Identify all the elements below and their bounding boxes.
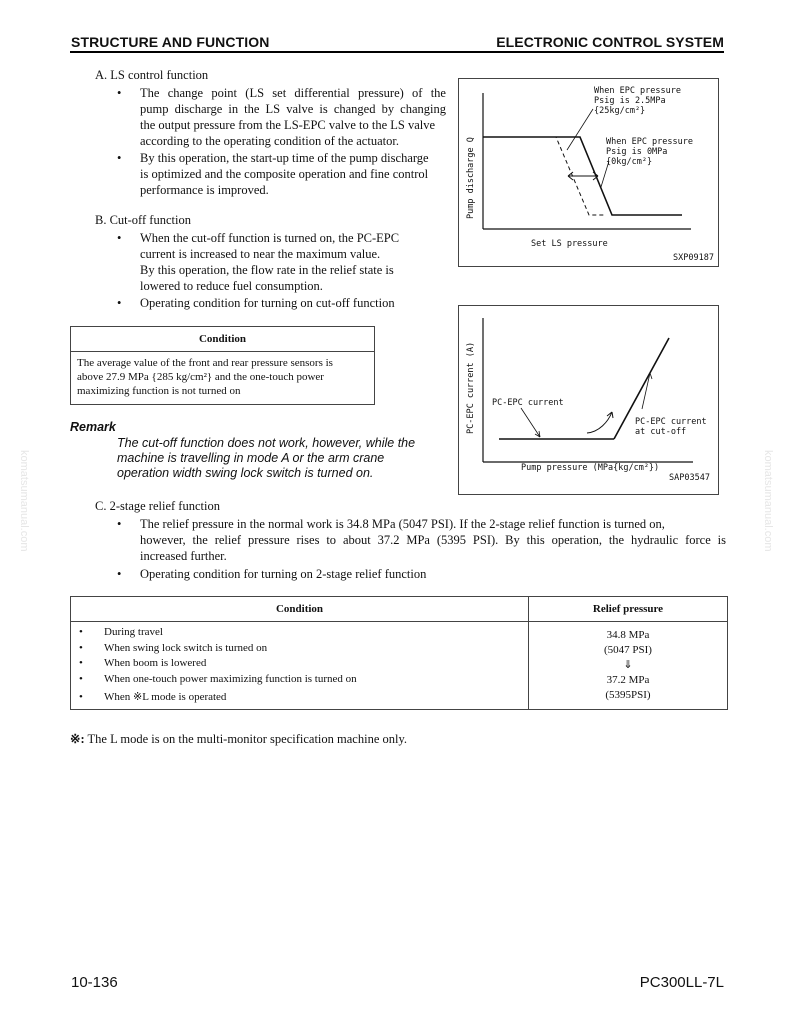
bullet-marker: • — [117, 296, 122, 310]
label-cutoff-1: PC-EPC current — [635, 417, 707, 427]
bullet-marker: • — [117, 231, 122, 245]
label-pc-epc-current: PC-EPC current — [492, 398, 564, 408]
section-a-bullet-2: By this operation, the start-up time of the pump discharge is optimized and the composite operation and fine control performance is improved. — [140, 151, 429, 197]
relief-pressure-table — [70, 596, 728, 710]
cutoff-y-axis-label: PC-EPC current (A) — [466, 341, 476, 434]
label-epc-zero-1: When EPC pressure — [606, 137, 693, 147]
footnote-mark: ※: — [70, 732, 85, 746]
page-number: 10-136 — [71, 974, 118, 991]
remark-body: The cut-off function does not work, however, while the machine is travelling in mode A or the arm crane operation width swing lock switch is turned on. — [117, 436, 416, 480]
cutoff-condition-table — [70, 326, 375, 405]
condition-item: • When boom is lowered — [79, 657, 207, 669]
condition-table-cell: The average value of the front and rear pressure sensors is above 27.9 MPa {285 kg/cm²} and the one-touch power maximizing function is not turned on — [71, 352, 375, 405]
relief-conditions-cell — [71, 622, 529, 710]
leader-pc-epc-head — [535, 431, 540, 437]
ls-control-figure — [458, 78, 719, 267]
leader-pc-epc — [521, 408, 540, 437]
bullet-marker: • — [117, 86, 122, 100]
section-c-bullet-2: Operating condition for turning on 2-stage relief function — [140, 567, 427, 581]
cutoff-figure-code: SAP03547 — [669, 473, 710, 483]
ls-figure-code: SXP09187 — [673, 253, 714, 263]
label-epc-zero-2: Psig is 0MPa — [606, 147, 668, 157]
label-epc-zero-3: {0kg/cm²} — [606, 157, 653, 167]
header-rule — [70, 51, 724, 53]
label-epc-high-1: When EPC pressure — [594, 86, 681, 96]
watermark-left: komatsumanual.com — [18, 450, 30, 552]
footnote-text: The L mode is on the multi-monitor specification machine only. — [87, 732, 408, 746]
ls-control-diagram — [459, 79, 718, 266]
label-epc-high-2: Psig is 2.5MPa — [594, 96, 666, 106]
leader-high — [567, 109, 593, 150]
relief-table-header-condition: Condition — [71, 597, 529, 622]
condition-item: • When one-touch power maximizing function is turned on — [79, 672, 357, 685]
condition-table-header: Condition — [71, 327, 375, 352]
watermark-right: komatsumanual.com — [762, 450, 774, 552]
relief-pressure-cell: 34.8 MPa (5047 PSI) ⇓ 37.2 MPa (5395PSI) — [529, 622, 728, 710]
label-epc-high-3: {25kg/cm²} — [594, 106, 646, 116]
remark-title: Remark — [70, 420, 116, 434]
ls-y-axis-label: Pump discharge Q — [466, 137, 476, 219]
bullet-marker: • — [117, 517, 122, 531]
relief-table-header-pressure: Relief pressure — [529, 597, 728, 622]
section-c-title: C. 2-stage relief function — [95, 499, 220, 513]
section-a-title: A. LS control function — [95, 68, 209, 82]
section-b-bullet-2: Operating condition for turning on cut-off function — [140, 296, 395, 310]
ls-x-axis-label: Set LS pressure — [531, 239, 608, 249]
section-c-bullet-1: The relief pressure in the normal work is 34.8 MPa (5047 PSI). If the 2-stage relief function is turned on, however, the relief pressure rises to about 37.2 MPa (5395 PSI). By this operation, the hydraulic force is increased further. — [140, 517, 726, 563]
label-cutoff-2: at cut-off — [635, 427, 687, 437]
condition-item: • During travel — [79, 626, 163, 638]
header-chapter-title: ELECTRONIC CONTROL SYSTEM — [496, 34, 724, 50]
cutoff-x-axis-label: Pump pressure (MPa{kg/cm²}) — [521, 463, 660, 473]
footnote — [70, 731, 407, 747]
cutoff-figure — [458, 305, 719, 495]
section-a-bullet-1: The change point (LS set differential pressure) of the pump discharge in the LS valve is changed by changing the output pressure from the LS-EPC valve to the LS valve according to the operating condition of the actuator. — [140, 86, 446, 148]
section-b-bullet-1: When the cut-off function is turned on, the PC-EPC current is increased to near the maximum value. By this operation, the flow rate in the relief state is lowered to reduce fuel consumption. — [140, 231, 400, 293]
condition-item: • When ※L mode is operated — [79, 691, 227, 703]
condition-item: • When swing lock switch is turned on — [79, 641, 268, 654]
section-b-title: B. Cut-off function — [95, 213, 191, 227]
model-name: PC300LL-7L — [639, 974, 724, 991]
header-section-title: STRUCTURE AND FUNCTION — [71, 34, 270, 50]
bullet-marker: • — [117, 567, 122, 581]
leader-cutoff — [642, 373, 650, 409]
cutoff-diagram — [459, 306, 718, 494]
bullet-marker: • — [117, 151, 122, 165]
